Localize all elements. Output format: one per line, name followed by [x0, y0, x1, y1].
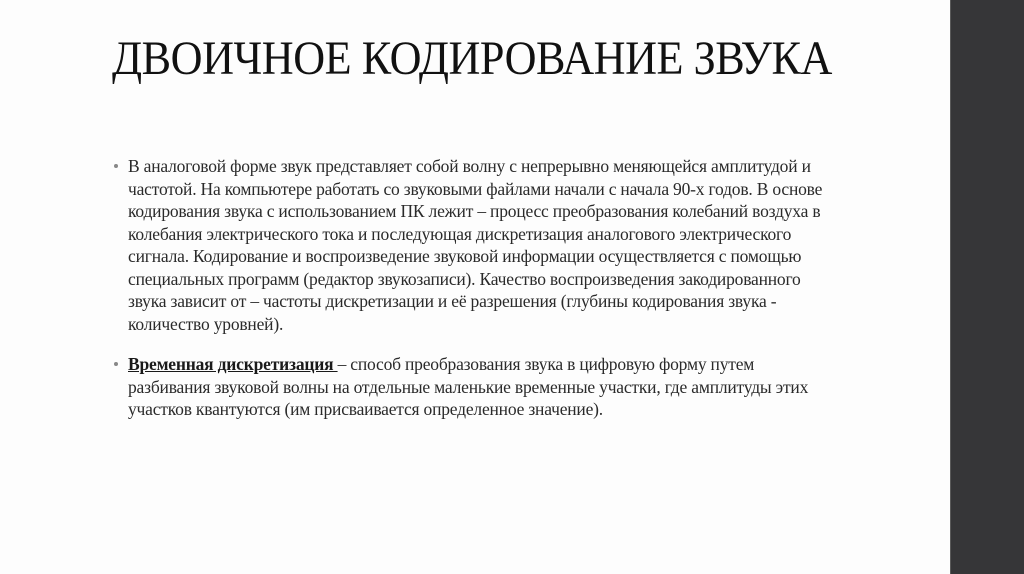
slide-title: ДВОИЧНОЕ КОДИРОВАНИЕ ЗВУКА: [112, 32, 832, 85]
bullet-text: В аналоговой форме звук представляет собой волну с непрерывно меняющейся амплитудой и частотой. На компьютере работать со звуковыми файлами начали с начала 90-х годов. В основе кодирования звука с использованием ПК лежит – процесс преобразования колебаний воздуха в колебания электрического тока и последующая дискретизация аналогового электрического сигнала. Кодирование и воспроизведение звуковой информации осуществляется с помощью специальных программ (редактор звукозаписи). Качество воспроизведения закодированного звука зависит от – частоты дискретизации и её разрешения (глубины кодирования звука - количество уровней).: [128, 156, 823, 334]
bullet-dot-icon: [114, 362, 118, 366]
definition-term: Временная дискретизация: [128, 354, 338, 374]
bullet-list: [112, 155, 832, 421]
bullet-dot-icon: [114, 164, 118, 168]
bullet-item: [112, 155, 832, 335]
bullet-item: [112, 353, 832, 421]
side-panel: [950, 0, 1024, 574]
bullet-text: – способ преобразования звука в цифровую форму путем разбивания звуковой волны на отдельные маленькие временные участки, где амплитуды этих участков квантуются (им присваивается определенное значение).: [128, 354, 809, 419]
